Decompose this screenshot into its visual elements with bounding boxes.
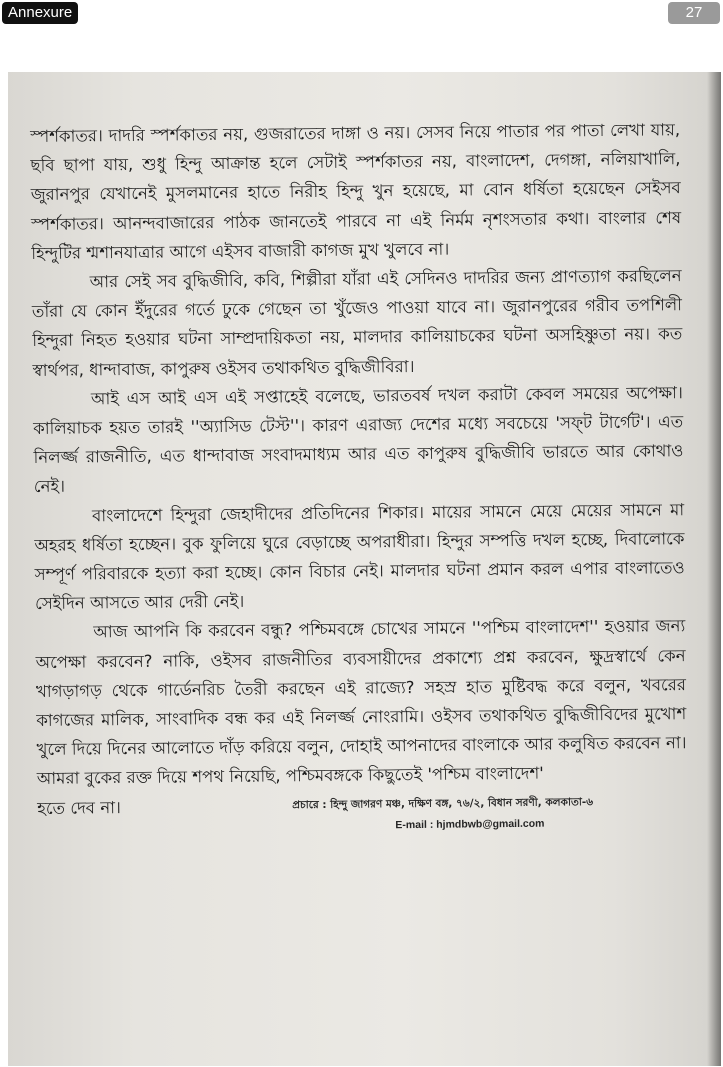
email-line: E-mail : hjmdbwb@gmail.com xyxy=(395,817,545,831)
annexure-tag: Annexure xyxy=(2,2,78,24)
closing-line: হতে দেব না। xyxy=(37,797,122,818)
page-number: 27 xyxy=(668,2,720,24)
paragraph-1: স্পর্শকাতর। দাদরি স্পর্শকাতর নয়, গুজরাতের দাঙ্গা ও নয়। সেসব নিয়ে পাতার পর পাতা লেখা যায়, ছবি ছাপা যায়, শুধু হিন্দু আক্রান্ত হলে সেটাই স্পর্শকাতর নয়, বাংলাদেশ, দেগঙ্গা, নলিয়াখালি, জুরানপুর যেখানেই মুসলমানের হাতে নিরীহ হিন্দু খুন হয়েছে, মা বোন ধর্ষিতা হয়েছেন সেইসব স্পর্শকাতর। আনন্দবাজারের পাঠক জানতেই পারবে না এই নির্মম নৃশংসতার কথা। বাংলার শেষ হিন্দুটির শ্মশানযাত্রার আগে এইসব বাজারী কাগজ মুখ খুলবে না। xyxy=(30,120,682,263)
leaflet-footer xyxy=(37,787,688,852)
page-edge-shadow xyxy=(707,72,721,1066)
paragraph-5: আজ আপনি কি করবেন বন্ধু? পশ্চিমবঙ্গে চোখের সামনে ''পশ্চিম বাংলাদেশ'' হওয়ার জন্য অপেক্ষা করবেন? নাকি, ওইসব রাজনীতির ব্যবসায়ীদের প্রকাশ্যে প্রশ্ন করবেন, ক্ষুদ্রস্বার্থে কেন খাগড়াগড় থেকে গার্ডেনরিচ তৈরী করছেন এই রাজ্যে? সহস্র হাত মুষ্টিবদ্ধ করে বলুন, খবরের কাগজের মালিক, সাংবাদিক বন্ধ কর এই নিলর্জ্জ নোংরামি। ওইসব তথাকথিত বুদ্ধিজীবিদের মুখোশ খুলে দিয়ে দিনের আলোতে দাঁড় করিয়ে বলুন, দোহাই আপনাদের বাংলাকে আর কলুষিত করবেন না। আমরা বুকের রক্ত দিয়ে শপথ নিয়েছি, পশ্চিমবঙ্গকে কিছুতেই 'পশ্চিম বাংলাদেশ' xyxy=(35,616,687,789)
leaflet-body xyxy=(30,115,688,851)
scanned-leaflet-photo xyxy=(8,72,721,1066)
paragraph-4: বাংলাদেশে হিন্দুরা জেহাদীদের প্রতিদিনের শিকার। মায়ের সামনে মেয়ে মেয়ের সামনে মা অহরহ ধর্ষিতা হচ্ছেন। বুক ফুলিয়ে ঘুরে বেড়াচ্ছে অপরাধীরা। হিন্দুর সম্পত্তি দখল হচ্ছে, দিবালোকে সম্পূর্ণ পরিবারকে হত্যা করা হচ্ছে। কোন বিচার নেই। মালদার ঘটনা প্রমান করল এপার বাংলাতেও সেইদিন আসতে আর দেরী নেই। xyxy=(34,499,685,614)
paragraph-3: আই এস আই এস এই সপ্তাহেই বলেছে, ভারতবর্ষ দখল করাটা কেবল সময়ের অপেক্ষা। কালিয়াচক হয়ত তারই ''অ্যাসিড টেস্ট''। কারণ এরাজ্য দেশের মধ্যে সবচেয়ে 'সফ্‌ট টার্গেট'। এত নিলর্জ্জ রাজনীতি, এত ধান্দাবাজ সংবাদমাধ্যম আর এত কাপুরুষ বুদ্ধিজীবি ভারতে আর কোথাও নেই। xyxy=(33,383,684,497)
paragraph-2: আর সেই সব বুদ্ধিজীবি, কবি, শিল্পীরা যাঁরা এই সেদিনও দাদরির জন্য প্রাণত্যাগ করছিলেন তাঁরা যে কোন ইঁদুরের গর্তে ঢুকে গেছেন তা খুঁজেও পাওয়া যাবে না। জুরানপুরের গরীব তপশিলী হিন্দুরা নিহত হওয়ার ঘটনা সাম্প্রদায়িকতা নয়, মালদার কালিয়াচকের ঘটনা অসহিষ্ণুতা নয়। কত স্বার্থপর, ধান্দাবাজ, কাপুরুষ ওইসব তথাকথিত বুদ্ধিজীবিরা। xyxy=(31,266,683,380)
publisher-line: প্রচারে : হিন্দু জাগরণ মঞ্চ, দক্ষিণ বঙ্গ, ৭৬/২, বিধান সরণী, কলকাতা-৬ xyxy=(292,795,594,811)
